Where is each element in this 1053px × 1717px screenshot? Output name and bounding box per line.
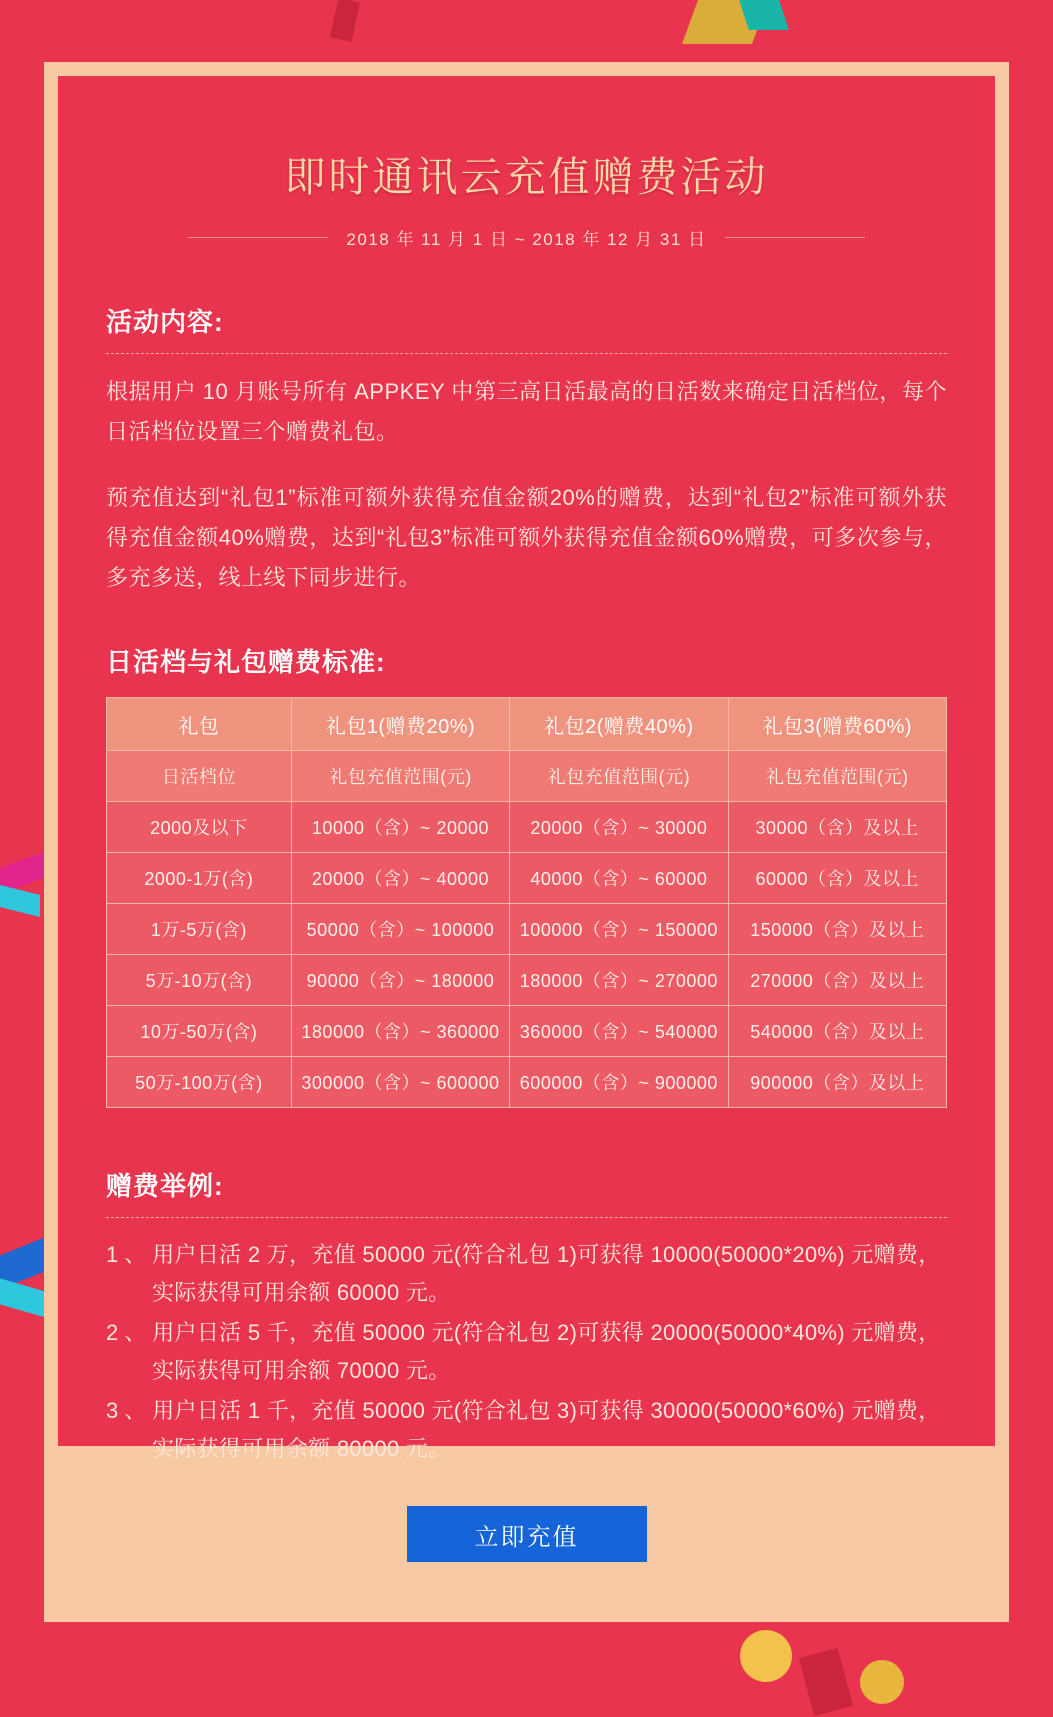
table-cell: 2000-1万(含)	[107, 853, 292, 904]
list-item-number: 2、	[106, 1320, 153, 1345]
date-range-row	[106, 225, 947, 250]
date-range: 2018 年 11 月 1 日 ~ 2018 年 12 月 31 日	[346, 230, 707, 249]
list-item-number: 3、	[106, 1398, 153, 1423]
table-heading: 日活档与礼包赠费标准:	[106, 647, 386, 677]
confetti-gold-ribbon-top	[682, 0, 768, 44]
table-cell: 540000（含）及以上	[728, 1006, 946, 1057]
table-row	[107, 904, 947, 955]
table-header-cell: 礼包1(赠费20%)	[291, 698, 509, 751]
table-subheader-cell: 礼包充值范围(元)	[510, 751, 728, 802]
table-cell: 1万-5万(含)	[107, 904, 292, 955]
table-row	[107, 802, 947, 853]
content-divider	[106, 353, 947, 354]
table-subheader-cell: 礼包充值范围(元)	[728, 751, 946, 802]
table-cell: 180000（含）~ 270000	[510, 955, 728, 1006]
promo-card-body	[58, 76, 995, 1461]
list-item	[106, 1314, 947, 1390]
content-paragraph-2: 预充值达到“礼包1”标准可额外获得充值金额20%的赠费，达到“礼包2”标准可额外获得充值金额40%赠费，达到“礼包3”标准可额外获得充值金额60%赠费，可多次参与，多充多送，线上线下同步进行。	[106, 485, 947, 590]
table-cell: 50万-100万(含)	[107, 1057, 292, 1108]
list-item-text: 用户日活 1 千，充值 50000 元(符合礼包 3)可获得 30000(50000*60%) 元赠费，实际获得可用余额 80000 元。	[152, 1398, 941, 1461]
table-cell: 60000（含）及以上	[728, 853, 946, 904]
divider-left	[188, 237, 328, 238]
table-cell: 270000（含）及以上	[728, 955, 946, 1006]
content-heading: 活动内容:	[106, 307, 224, 337]
table-row	[107, 1057, 947, 1108]
table-row	[107, 853, 947, 904]
table-header-row	[107, 698, 947, 751]
table-cell: 2000及以下	[107, 802, 292, 853]
table-cell: 10000（含）~ 20000	[291, 802, 509, 853]
table-subheader-cell: 礼包充值范围(元)	[291, 751, 509, 802]
table-cell: 10万-50万(含)	[107, 1006, 292, 1057]
confetti-teal-ribbon-top	[739, 0, 789, 30]
recharge-now-button[interactable]: 立即充值	[407, 1506, 647, 1562]
confetti-red-strip-top	[330, 0, 360, 42]
confetti-red-bottom	[799, 1648, 853, 1716]
cta-area	[44, 1446, 1009, 1622]
examples-heading: 赠费举例:	[106, 1171, 224, 1201]
table-cell: 900000（含）及以上	[728, 1057, 946, 1108]
confetti-coin-bottom-1	[740, 1630, 792, 1682]
table-cell: 20000（含）~ 40000	[291, 853, 509, 904]
list-item-text: 用户日活 2 万，充值 50000 元(符合礼包 1)可获得 10000(50000*20%) 元赠费，实际获得可用余额 60000 元。	[152, 1242, 941, 1305]
promo-card-frame	[44, 62, 1009, 1622]
table-cell: 100000（含）~ 150000	[510, 904, 728, 955]
table-cell: 360000（含）~ 540000	[510, 1006, 728, 1057]
table-cell: 600000（含）~ 900000	[510, 1057, 728, 1108]
page-title: 即时通讯云充值赠费活动	[284, 154, 769, 200]
list-item-number: 1、	[106, 1242, 153, 1267]
table-cell: 90000（含）~ 180000	[291, 955, 509, 1006]
table-cell: 20000（含）~ 30000	[510, 802, 728, 853]
table-header-cell: 礼包	[107, 698, 292, 751]
list-item	[106, 1236, 947, 1312]
table-cell: 5万-10万(含)	[107, 955, 292, 1006]
table-cell: 180000（含）~ 360000	[291, 1006, 509, 1057]
examples-divider	[106, 1217, 947, 1218]
content-paragraph-1: 根据用户 10 月账号所有 APPKEY 中第三高日活最高的日活数来确定日活档位，每个日活档位设置三个赠费礼包。	[106, 379, 947, 444]
confetti-magenta-left	[0, 852, 44, 894]
confetti-coin-bottom-2	[860, 1660, 904, 1704]
list-item-text: 用户日活 5 千，充值 50000 元(符合礼包 2)可获得 20000(50000*40%) 元赠费，实际获得可用余额 70000 元。	[152, 1320, 941, 1383]
table-cell: 30000（含）及以上	[728, 802, 946, 853]
table-cell: 300000（含）~ 600000	[291, 1057, 509, 1108]
table-row	[107, 955, 947, 1006]
confetti-cyan-left-lower	[0, 1278, 46, 1317]
table-subheader-cell: 日活档位	[107, 751, 292, 802]
table-subheader-row	[107, 751, 947, 802]
table-cell: 40000（含）~ 60000	[510, 853, 728, 904]
divider-right	[725, 237, 865, 238]
table-header-cell: 礼包3(赠费60%)	[728, 698, 946, 751]
gift-package-table	[106, 697, 947, 1108]
table-header-cell: 礼包2(赠费40%)	[510, 698, 728, 751]
table-cell: 150000（含）及以上	[728, 904, 946, 955]
table-cell: 50000（含）~ 100000	[291, 904, 509, 955]
table-row	[107, 1006, 947, 1057]
confetti-cyan-left	[0, 885, 40, 917]
examples-list	[106, 1236, 947, 1468]
